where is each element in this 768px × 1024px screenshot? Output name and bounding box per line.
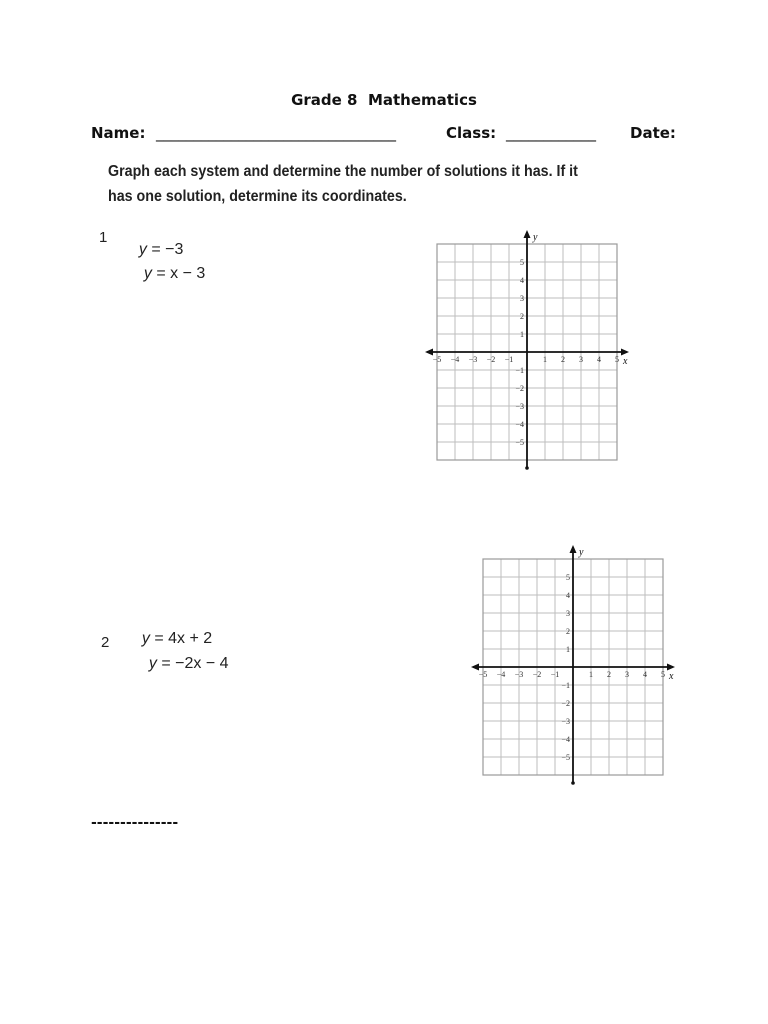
y-tick-label: −4 xyxy=(561,735,570,744)
y-tick-label: −4 xyxy=(515,420,524,429)
x-tick-label: 1 xyxy=(589,670,593,679)
problem-1-equation-2 xyxy=(135,247,205,283)
x-tick-label: −5 xyxy=(432,355,442,364)
y-tick-label: 4 xyxy=(520,276,524,285)
x-tick-label: 4 xyxy=(643,670,647,679)
worksheet-title: Grade 8 Mathematics xyxy=(291,91,477,109)
y-tick-label: 5 xyxy=(520,258,524,267)
x-tick-label: 2 xyxy=(561,355,565,364)
y-tick-label: 3 xyxy=(520,294,524,303)
y-axis-label: y xyxy=(579,547,584,558)
y-tick-label: 3 xyxy=(566,609,570,618)
x-tick-label: −1 xyxy=(550,670,560,679)
equation-rhs: = −3 xyxy=(146,241,184,258)
x-tick-label: −2 xyxy=(486,355,496,364)
equation-lhs: y xyxy=(148,655,157,672)
y-axis-arrow-top xyxy=(524,230,531,238)
name-label: Name: xyxy=(91,124,146,142)
y-tick-label: −3 xyxy=(515,402,524,411)
problem-2-equation-2 xyxy=(140,637,229,673)
footer-dashes: --------------- xyxy=(91,815,179,831)
x-tick-label: −2 xyxy=(532,670,542,679)
date-label: Date: xyxy=(630,124,676,142)
x-tick-label: 1 xyxy=(543,355,547,364)
class-label: Class: xyxy=(446,124,497,142)
y-tick-label: 1 xyxy=(520,330,524,339)
y-tick-label: 2 xyxy=(520,312,524,321)
equation-lhs: y xyxy=(141,630,150,647)
y-axis-label: y xyxy=(533,232,538,243)
x-tick-label: 3 xyxy=(625,670,629,679)
x-tick-label: −4 xyxy=(450,355,460,364)
y-axis-end-dot xyxy=(571,781,575,785)
equation-rhs: = x − 3 xyxy=(151,265,206,282)
y-tick-label: −2 xyxy=(515,384,524,393)
class-blank[interactable]: ____________ xyxy=(506,124,596,142)
x-axis-label: x xyxy=(623,356,628,367)
x-axis-label: x xyxy=(669,671,674,682)
x-axis-arrow-right xyxy=(667,664,675,671)
equation-lhs: y xyxy=(138,241,147,258)
x-tick-label: −1 xyxy=(504,355,514,364)
coordinate-grid-2[interactable] xyxy=(466,540,681,790)
y-tick-label: −2 xyxy=(561,699,570,708)
x-tick-label: 5 xyxy=(661,670,665,679)
name-blank[interactable]: ________________________________ xyxy=(156,124,396,142)
y-tick-label: 1 xyxy=(566,645,570,654)
coordinate-grid-1[interactable] xyxy=(420,225,635,475)
y-tick-label: 5 xyxy=(566,573,570,582)
instructions: Graph each system and determine the number of solutions it has. If it has one solution, determine its coordinates. xyxy=(108,163,578,205)
y-tick-label: −5 xyxy=(561,753,570,762)
x-tick-label: −3 xyxy=(468,355,478,364)
equation-rhs: = −2x − 4 xyxy=(156,655,229,672)
y-tick-label: −3 xyxy=(561,717,570,726)
x-tick-label: 5 xyxy=(615,355,619,364)
y-tick-label: 2 xyxy=(566,627,570,636)
problem-1-number: 1 xyxy=(99,229,108,246)
y-tick-label: −1 xyxy=(561,681,570,690)
x-tick-label: 2 xyxy=(607,670,611,679)
x-tick-label: 3 xyxy=(579,355,583,364)
y-axis-arrow-top xyxy=(570,545,577,553)
y-tick-label: −5 xyxy=(515,438,524,447)
x-tick-label: −5 xyxy=(478,670,488,679)
equation-rhs: = 4x + 2 xyxy=(149,630,213,647)
y-tick-label: −1 xyxy=(515,366,524,375)
y-tick-label: 4 xyxy=(566,591,570,600)
x-tick-label: −4 xyxy=(496,670,506,679)
y-axis-end-dot xyxy=(525,466,529,470)
x-tick-label: −3 xyxy=(514,670,524,679)
x-axis-arrow-right xyxy=(621,349,629,356)
equation-lhs: y xyxy=(143,265,152,282)
problem-2-number: 2 xyxy=(101,634,110,651)
x-tick-label: 4 xyxy=(597,355,601,364)
